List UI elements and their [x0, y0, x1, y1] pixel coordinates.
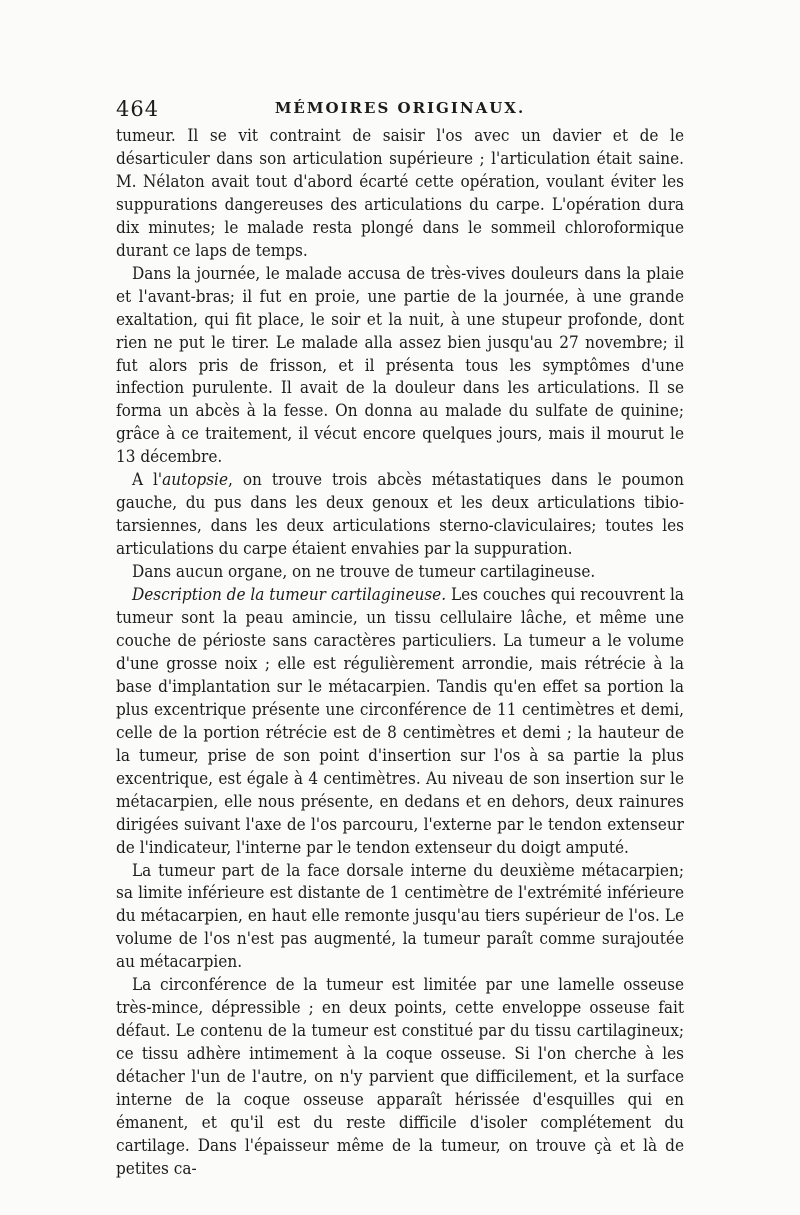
paragraph-lead: A l' [132, 470, 163, 491]
running-head [116, 97, 684, 123]
body-text [116, 125, 684, 1181]
running-title: MÉMOIRES ORIGINAUX. [274, 99, 526, 117]
paragraph-text: Les couches qui recouvrent la tumeur sont la peau amincie, un tissu cellulaire lâche, et même une couche de périoste sans caractères particuliers. La tumeur a le volume d'une grosse noix ; elle est régulièrement arrondie, mais rétrécie à la base d'implantation sur le métacarpien. Tandis qu'en effet sa portion la plus excentrique présente une circonférence de 11 centimètres et demi, celle de la portion rétrécie est de 8 centimètres et demi ; la hauteur de la tumeur, prise de son point d'insertion sur l'os à sa partie la plus excentrique, est égale à 4 centimètres. Au niveau de son insertion sur le métacarpien, elle nous présente, en dedans et en dehors, deux rainures dirigées suivant l'axe de l'os parcouru, l'externe par le tendon extenseur de l'indicateur, l'interne par le tendon extenseur du doigt amputé. [116, 585, 684, 858]
page-number: 464 [116, 97, 160, 121]
paragraph-text: Dans la journée, le malade accusa de très-vives douleurs dans la plaie et l'avant-bras; il fut en proie, une partie de la journée, à une grande exaltation, qui fit place, le soir et la nuit, à une stupeur profonde, dont rien ne put le tirer. Le malade alla assez bien jusqu'au 27 novembre; il fut alors pris de frisson, et il présenta tous les symptômes d'une infection purulente. Il avait de la douleur dans les articulations. Il se forma un abcès à la fesse. On donna au malade du sulfate de quinine; grâce à ce traitement, il vécut encore quelques jours, mais il mourut le 13 décembre. [116, 263, 684, 468]
paragraph-text: tumeur. Il se vit contraint de saisir l'os avec un davier et de le désarticuler dans son articulation supérieure ; l'articulation était saine. M. Nélaton avait tout d'abord écarté cette opération, voulant éviter les suppurations dangereuses des articulations du carpe. L'opération dura dix minutes; le malade resta plongé dans le sommeil chloroformique durant ce laps de temps. [116, 126, 684, 261]
paragraph-no-tumor [116, 561, 684, 584]
paragraph-text: La tumeur part de la face dorsale interne du deuxième métacarpien; sa limite inférieure est distante de 1 centimètre de l'extrémité inférieure du métacarpien, en haut elle remonte jusqu'au tiers supérieur de l'os. Le volume de l'os n'est pas augmenté, la tumeur paraît comme surajoutée au métacarpien. [116, 860, 684, 973]
paragraph-circumference [116, 974, 684, 1181]
paragraph-continuation [116, 125, 684, 263]
paragraph-origin [116, 860, 684, 975]
paragraph-post-op [116, 263, 684, 470]
paragraph-text: La circonférence de la tumeur est limitée par une lamelle osseuse très-mince, dépressible ; en deux points, cette enveloppe osseuse fait défaut. Le contenu de la tumeur est constitué par du tissu cartilagineux; ce tissu adhère intimement à la coque osseuse. Si l'on cherche à les détacher l'un de l'autre, on n'y parvient que difficilement, et la surface interne de la coque osseuse apparaît hérissée d'esquilles qui en émanent, et qu'il est du reste difficile d'isoler complétement du cartilage. Dans l'épaisseur même de la tumeur, on trouve çà et là de petites ca- [116, 975, 684, 1179]
paragraph-lead-italic: Description de la tumeur cartilagineuse. [132, 585, 447, 606]
paragraph-text: Dans aucun organe, on ne trouve de tumeur cartilagineuse. [132, 562, 596, 583]
paragraph-autopsy [116, 469, 684, 561]
paragraph-lead-italic: autopsie [162, 470, 228, 491]
paragraph-text: , on trouve trois abcès métastatiques dans le poumon gauche, du pus dans les deux genoux et les deux articulations tibio-tarsiennes, dans les deux articulations sterno-claviculaires; toutes les articulations du carpe étaient envahies par la suppuration. [116, 470, 684, 560]
paragraph-description [116, 584, 684, 859]
